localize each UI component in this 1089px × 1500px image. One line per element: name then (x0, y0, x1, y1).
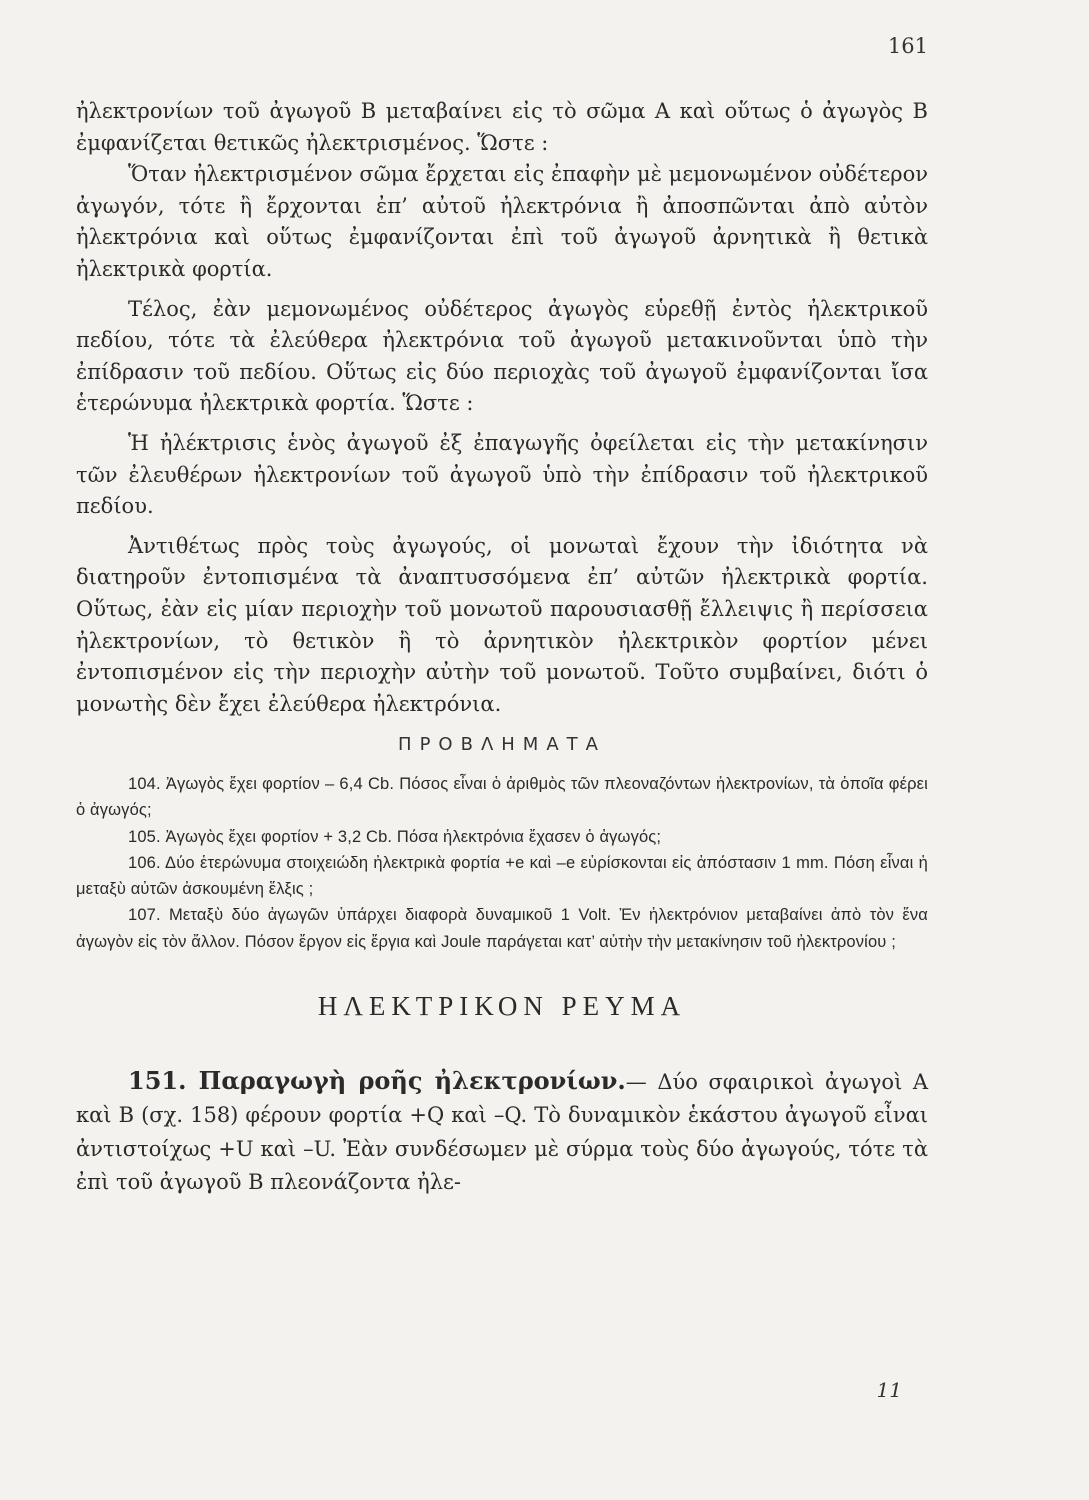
problem-106: 106. Δύο ἑτερώνυμα στοιχειώδη ἠλεκτρικὰ φορτία +e καὶ –e εὑρίσκονται εἰς ἀπόστασιν 1 mm. Πόση εἶναι ἡ μεταξὺ αὐτῶν ἀσκουμένη ἕλξις ; (76, 853, 928, 899)
problem-105: 105. Ἀγωγὸς ἔχει φορτίον + 3,2 Cb. Πόσα ἠλεκτρόνια ἔχασεν ὁ ἀγωγός; (128, 827, 662, 846)
signature-mark: 11 (876, 1378, 902, 1402)
problems-heading: ΠΡΟΒΛΗΜΑΤΑ (398, 734, 606, 756)
section-151 (76, 1064, 928, 1200)
section-body-text: — Δύο σφαιρικοὶ ἀγωγοὶ Α καὶ Β (σχ. 158) φέρουν φορτία +Q καὶ –Q. Τὸ δυναμικὸν ἑκάστου ἀγωγοῦ εἶναι ἀντιστοίχως +U καὶ –U. Ἐὰν συνδέσωμεν μὲ σύρμα τοὺς δύο ἀγωγούς, τότε τὰ ἐπὶ τοῦ ἀγωγοῦ Β πλεονάζοντα ἠλε- (76, 1069, 929, 1194)
paragraph-3: Τέλος, ἐὰν μεμονωμένος οὐδέτερος ἀγωγὸς εὑρεθῇ ἐντὸς ἠλεκτρικοῦ πεδίου, τότε τὰ ἐλεύθερα ἠλεκτρόνια τοῦ ἀγωγοῦ μετακινοῦνται ὑπὸ τὴν ἐπίδρασιν τοῦ πεδίου. Οὕτως εἰς δύο περιοχὰς τοῦ ἀγωγοῦ ἐμφανίζονται ἴσα ἑτερώνυμα ἠλεκτρικὰ φορτία. Ὥστε : (76, 296, 928, 416)
problem-107: 107. Μεταξὺ δύο ἀγωγῶν ὑπάρχει διαφορὰ δυναμικοῦ 1 Volt. Ἐν ἠλεκτρόνιον μεταβαίνει ἀπὸ τὸν ἕνα ἀγωγὸν εἰς τὸν ἄλλον. Πόσον ἔργον εἰς ἔργια καὶ Joule παράγεται κατ’ αὐτὴν τὴν μετακίνησιν τοῦ ἠλεκτρονίου ; (76, 906, 928, 951)
problems-list (76, 771, 928, 954)
paragraph-4: Ἡ ἠλέκτρισις ἑνὸς ἀγωγοῦ ἐξ ἐπαγωγῆς ὀφείλεται εἰς τὴν μετακίνησιν τῶν ἐλευθέρων ἠλεκτρονίων τοῦ ἀγωγοῦ ὑπὸ τὴν ἐπίδρασιν τοῦ ἠλεκτρικοῦ πεδίου. (76, 430, 928, 519)
paragraph-5: Ἀντιθέτως πρὸς τοὺς ἀγωγούς, οἱ μονωταὶ ἔχουν τὴν ἰδιότητα νὰ διατηροῦν ἐντοπισμένα τὰ ἀναπτυσσόμενα ἐπ’ αὐτῶν ἠλεκτρικὰ φορτία. Οὕτως, ἐὰν εἰς μίαν περιοχὴν τοῦ μονωτοῦ παρουσιασθῇ ἔλλειψις ἢ περίσσεια ἠλεκτρονίων, τὸ θετικὸν ἢ τὸ ἀρνητικὸν ἠλεκτρικὸν φορτίον μένει ἐντοπισμένον εἰς τὴν περιοχὴν αὐτὴν τοῦ μονωτοῦ. Τοῦτο συμβαίνει, διότι ὁ μονωτὴς δὲν ἔχει ἐλεύθερα ἠλεκτρόνια. (76, 533, 928, 716)
chapter-heading: ΗΛΕΚΤΡΙΚΟΝ ΡΕΥΜΑ (317, 990, 687, 1021)
page-number: 161 (887, 34, 928, 58)
problem-104: 104. Ἀγωγὸς ἔχει φορτίον – 6,4 Cb. Πόσος εἶναι ὁ ἀριθμὸς τῶν πλεοναζόντων ἠλεκτρονίων, τὰ ὁποῖα φέρει ὁ ἀγωγός; (76, 775, 928, 820)
section-title: 151. Παραγωγὴ ροῆς ἠλεκτρονίων. (128, 1065, 626, 1095)
book-page (76, 0, 928, 1500)
page-text (76, 96, 928, 1199)
paragraph-1: ἠλεκτρονίων τοῦ ἀγωγοῦ Β μεταβαίνει εἰς τὸ σῶμα Α καὶ οὕτως ὁ ἀγωγὸς Β ἐμφανίζεται θετικῶς ἠλεκτρισμένος. Ὥστε : (76, 99, 928, 155)
paragraph-2: Ὅταν ἠλεκτρισμένον σῶμα ἔρχεται εἰς ἐπαφὴν μὲ μεμονωμένον οὐδέτερον ἀγωγόν, τότε ἢ ἔρχονται ἐπ’ αὐτοῦ ἠλεκτρόνια ἢ ἀποσπῶνται ἀπὸ αὐτὸν ἠλεκτρόνια καὶ οὕτως ἐμφανίζονται ἐπὶ τοῦ ἀγωγοῦ ἀρνητικὰ ἢ θετικὰ ἠλεκτρικὰ φορτία. (76, 162, 928, 281)
